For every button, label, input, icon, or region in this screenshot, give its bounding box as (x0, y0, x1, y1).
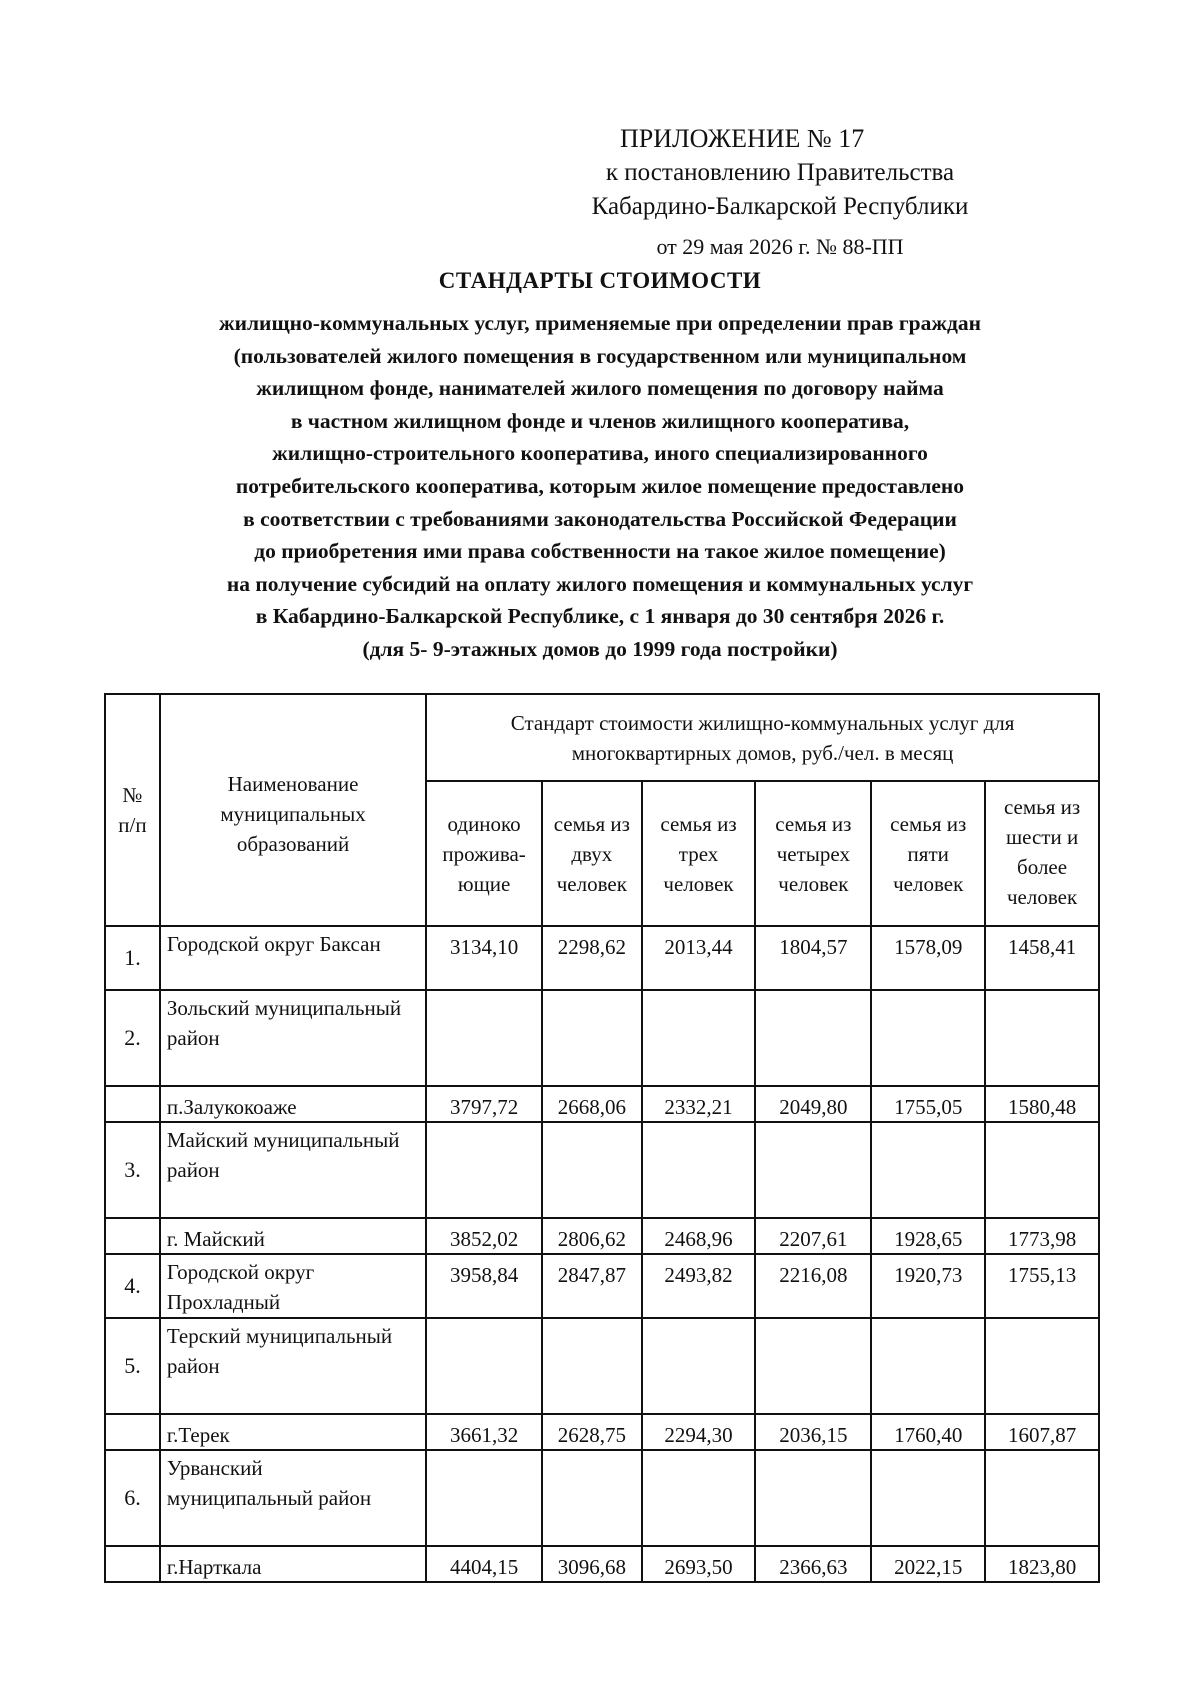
value-text: 2806,62 (557, 1227, 626, 1251)
value-cell (642, 1086, 756, 1122)
value-text: 2049,80 (779, 1095, 848, 1119)
row-number (105, 1218, 160, 1254)
value-text: 1580,48 (1007, 1095, 1077, 1119)
value-text: 1928,65 (894, 1227, 963, 1251)
municipality-name: Городской округ Прохладный (160, 1254, 426, 1318)
value-text: 2847,87 (557, 1263, 626, 1287)
document-subtitle (110, 307, 1090, 666)
value-text: 2332,21 (664, 1095, 733, 1119)
value-text: 4404,15 (449, 1555, 519, 1579)
standards-table (104, 693, 1100, 1583)
value-cell (542, 1122, 642, 1218)
column-header-family-2 (542, 781, 642, 926)
column-header-single (426, 781, 542, 926)
value-text: 1823,80 (1007, 1555, 1077, 1579)
value-cell (426, 1218, 542, 1254)
value-cell (871, 926, 985, 990)
column-header-text: семья из шести и более человек (1003, 795, 1081, 909)
value-cell (542, 1318, 642, 1414)
value-cell (755, 1086, 871, 1122)
value-text: 2628,75 (557, 1423, 626, 1447)
value-text: 2668,06 (557, 1095, 626, 1119)
value-cell (985, 1318, 1099, 1414)
column-header-text: семья из двух человек (553, 811, 630, 896)
column-header-text: семья из пяти человек (890, 811, 967, 896)
value-text: 2693,50 (664, 1555, 733, 1579)
column-header-name-text: Наименование муниципальных образований (220, 772, 366, 856)
value-text: 3661,32 (449, 1423, 519, 1447)
column-header-family-6plus (985, 781, 1099, 926)
value-text: 1578,09 (894, 935, 963, 959)
value-cell (426, 1254, 542, 1318)
value-text: 1760,40 (894, 1423, 963, 1447)
value-cell (642, 1450, 756, 1546)
value-text: 1804,57 (779, 935, 848, 959)
value-cell (426, 926, 542, 990)
appendix-line4: от 29 мая 2026 г. № 88-ПП (656, 234, 904, 259)
row-number: 3. (105, 1122, 160, 1218)
value-cell (426, 1086, 542, 1122)
row-number: 4. (105, 1254, 160, 1318)
value-text: 1755,13 (1007, 1263, 1077, 1287)
document-title: СТАНДАРТЫ СТОИМОСТИ (438, 268, 762, 293)
value-text: 3797,72 (449, 1095, 519, 1119)
municipality-name: Урванский муниципальный район (160, 1450, 426, 1546)
value-cell (642, 1414, 756, 1450)
value-text: 1920,73 (894, 1263, 963, 1287)
value-cell (871, 1218, 985, 1254)
value-cell (871, 1450, 985, 1546)
row-number (105, 1414, 160, 1450)
value-cell (426, 1546, 542, 1582)
row-number (105, 1546, 160, 1582)
subtitle-line: жилищно-коммунальных услуг, применяемые при определении прав граждан (219, 311, 981, 335)
value-cell (542, 1086, 642, 1122)
subtitle-line: в соответствии с требованиями законодательства Российской Федерации (243, 506, 957, 531)
value-cell (985, 1546, 1099, 1582)
table-row (105, 926, 1099, 990)
value-text: 2298,62 (557, 935, 626, 959)
value-cell (755, 926, 871, 990)
value-cell (985, 1414, 1099, 1450)
value-cell (642, 1318, 756, 1414)
municipality-name: Майский муниципальный район (160, 1122, 426, 1218)
table-body (105, 926, 1099, 1582)
value-text: 1458,41 (1007, 935, 1077, 959)
subtitle-line: жилищно-строительного кооператива, иного специализированного (272, 441, 928, 466)
value-text: 2013,44 (664, 935, 733, 959)
municipality-name: Зольский муниципальный район (160, 990, 426, 1086)
table-row (105, 1086, 1099, 1122)
value-cell (642, 926, 756, 990)
value-cell (642, 990, 756, 1086)
column-header-family-4 (755, 781, 871, 926)
row-number: 5. (105, 1318, 160, 1414)
row-number (105, 1086, 160, 1122)
subtitle-line: в частном жилищном фонде и членов жилищного кооператива, (290, 408, 910, 433)
table-row (105, 1546, 1099, 1582)
table-row (105, 1254, 1099, 1318)
value-cell (542, 1218, 642, 1254)
column-header-text: семья из трех человек (660, 811, 737, 896)
value-cell (542, 1254, 642, 1318)
subtitle-line: (пользователей жилого помещения в государственном или муниципальном (233, 343, 967, 368)
row-number: 2. (105, 990, 160, 1086)
value-cell (985, 1122, 1099, 1218)
municipality-name: г. Майский (160, 1218, 426, 1254)
value-text: 3134,10 (449, 935, 519, 959)
value-cell (642, 1218, 756, 1254)
value-text: 2036,15 (779, 1423, 848, 1447)
value-text: 2207,61 (779, 1227, 848, 1251)
column-header-number-text: № п/п (118, 783, 147, 837)
value-cell (871, 1414, 985, 1450)
value-text: 2468,96 (664, 1227, 733, 1251)
value-text: 1755,05 (894, 1095, 963, 1119)
row-number: 6. (105, 1450, 160, 1546)
value-text: 1607,87 (1007, 1423, 1077, 1447)
value-cell (985, 1086, 1099, 1122)
value-text: 2022,15 (894, 1555, 963, 1579)
column-header-family-3 (642, 781, 756, 926)
subtitle-line: в Кабардино-Балкарской Республике, с 1 января до 30 сентября 2026 г. (255, 604, 945, 629)
value-cell (871, 1318, 985, 1414)
column-header-number (105, 694, 160, 926)
value-cell (871, 990, 985, 1086)
value-text: 2493,82 (664, 1263, 733, 1287)
row-number: 1. (105, 926, 160, 990)
subtitle-line: на получение субсидий на оплату жилого помещения и коммунальных услуг (226, 571, 974, 596)
value-cell (426, 1414, 542, 1450)
value-cell (755, 1122, 871, 1218)
municipality-name: г.Терек (160, 1414, 426, 1450)
value-cell (871, 1122, 985, 1218)
value-cell (871, 1254, 985, 1318)
value-cell (542, 926, 642, 990)
value-cell (755, 1218, 871, 1254)
municipality-name: Терский муниципальный район (160, 1318, 426, 1414)
value-cell (426, 990, 542, 1086)
value-cell (642, 1254, 756, 1318)
table-row (105, 1450, 1099, 1546)
column-header-text: одиноко прожива-ющие (442, 811, 526, 896)
table-row (105, 1318, 1099, 1414)
value-cell (871, 1086, 985, 1122)
value-cell (755, 1546, 871, 1582)
value-text: 2216,08 (779, 1263, 848, 1287)
column-header-name (160, 694, 426, 926)
value-cell (642, 1122, 756, 1218)
value-text: 2294,30 (664, 1423, 733, 1447)
value-cell (426, 1122, 542, 1218)
value-cell (642, 1546, 756, 1582)
value-text: 1773,98 (1007, 1227, 1077, 1251)
value-cell (755, 1254, 871, 1318)
appendix-line3: Кабардино-Балкарской Республики (591, 193, 969, 220)
value-cell (426, 1450, 542, 1546)
value-text: 2366,63 (779, 1555, 848, 1579)
column-header-text: семья из четырех человек (775, 811, 852, 896)
value-cell (426, 1318, 542, 1414)
municipality-name: Городской округ Баксан (160, 926, 426, 990)
column-header-family-5 (871, 781, 985, 926)
appendix-line2: к постановлению Правительства (605, 159, 955, 186)
value-cell (985, 1450, 1099, 1546)
value-cell (755, 990, 871, 1086)
value-cell (985, 1254, 1099, 1318)
value-text: 3852,02 (449, 1227, 519, 1251)
value-cell (542, 1450, 642, 1546)
value-cell (755, 1318, 871, 1414)
subtitle-line: жилищном фонде, нанимателей жилого помещения по договору найма (256, 376, 944, 401)
value-cell (755, 1450, 871, 1546)
value-cell (542, 1414, 642, 1450)
subtitle-line: (для 5- 9-этажных домов до 1999 года постройки) (362, 636, 838, 661)
value-cell (985, 1218, 1099, 1254)
value-text: 3096,68 (557, 1555, 626, 1579)
value-cell (755, 1414, 871, 1450)
value-cell (542, 1546, 642, 1582)
table-row (105, 1218, 1099, 1254)
column-group-header-text: Стандарт стоимости жилищно-коммунальных услуг для многоквартирных домов, руб./чел. в месяц (510, 710, 1015, 765)
column-group-header (426, 694, 1099, 781)
appendix-label: ПРИЛОЖЕНИЕ № 17 (620, 124, 865, 153)
value-cell (985, 990, 1099, 1086)
value-cell (985, 926, 1099, 990)
value-cell (871, 1546, 985, 1582)
municipality-name: п.Залукокоаже (160, 1086, 426, 1122)
value-cell (542, 990, 642, 1086)
table-row (105, 1122, 1099, 1218)
table-row (105, 990, 1099, 1086)
municipality-name: г.Нарткала (160, 1546, 426, 1582)
value-text: 3958,84 (449, 1263, 519, 1287)
subtitle-line: до приобретения ими права собственности на такое жилое помещение) (254, 539, 946, 564)
subtitle-line: потребительского кооператива, которым жилое помещение предоставлено (235, 473, 965, 498)
table-row (105, 1414, 1099, 1450)
